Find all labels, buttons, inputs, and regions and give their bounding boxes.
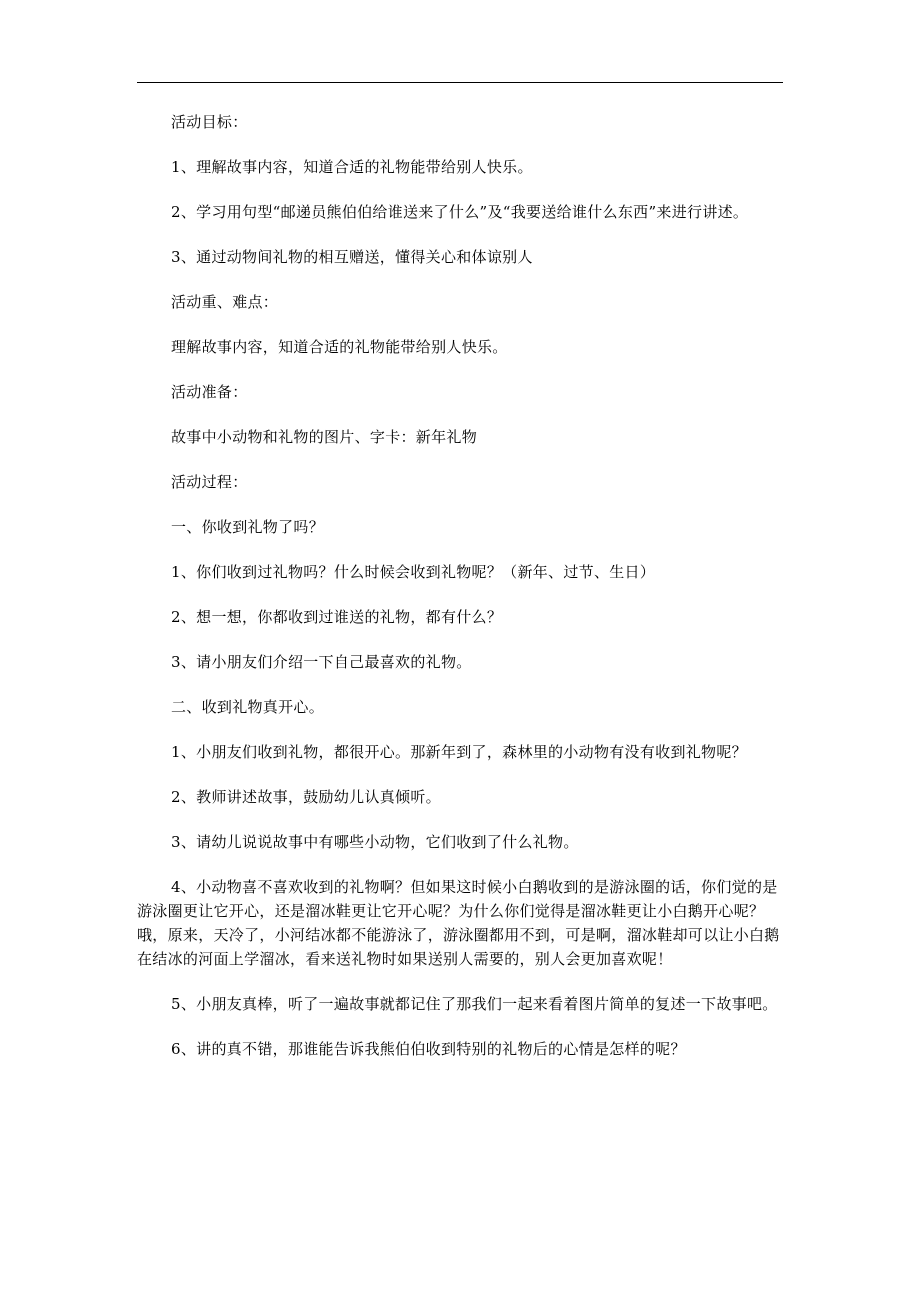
section-2-item-1: 1、小朋友们收到礼物，都很开心。那新年到了，森林里的小动物有没有收到礼物呢？ — [171, 743, 747, 761]
goal-item-3: 3、通过动物间礼物的相互赠送，懂得关心和体谅别人 — [171, 248, 533, 266]
heading-key-points: 活动重、难点： — [171, 293, 279, 311]
heading-process: 活动过程： — [171, 473, 248, 491]
key-points-text: 理解故事内容，知道合适的礼物能带给别人快乐。 — [171, 338, 508, 356]
section-2-title: 二、收到礼物真开心。 — [171, 698, 325, 716]
section-2-item-2: 2、教师讲述故事，鼓励幼儿认真倾听。 — [171, 788, 441, 806]
goal-item-1: 1、理解故事内容，知道合适的礼物能带给别人快乐。 — [171, 158, 533, 176]
section-1-title: 一、你收到礼物了吗？ — [171, 518, 325, 536]
section-2-item-4: 4、小动物喜不喜欢收到的礼物啊？但如果这时候小白鹅收到的是游泳圈的话，你们觉的是游泳圈更让它开心，还是溜冰鞋更让它开心呢？为什么你们觉得是溜冰鞋更让小白鹅开心呢？哦，原来，天冷了，小河结冰都不能游泳了，游泳圈都用不到，可是啊，溜冰鞋却可以让小白鹅在结冰的河面上学溜冰，看来送礼物时如果送别人需要的，别人会更加喜欢呢！ — [137, 878, 780, 968]
document-body — [137, 110, 783, 1082]
heading-preparation: 活动准备： — [171, 383, 248, 401]
section-2-item-5: 5、小朋友真棒，听了一遍故事就都记住了那我们一起来看着图片简单的复述一下故事吧。 — [171, 995, 778, 1013]
section-1-item-3: 3、请小朋友们介绍一下自己最喜欢的礼物。 — [171, 653, 472, 671]
heading-activity-goals: 活动目标： — [171, 113, 248, 131]
section-1-item-1: 1、你们收到过礼物吗？什么时候会收到礼物呢？（新年、过节、生日） — [171, 563, 656, 581]
section-2-item-6: 6、讲的真不错，那谁能告诉我熊伯伯收到特别的礼物后的心情是怎样的呢？ — [171, 1040, 686, 1058]
goal-item-2: 2、学习用句型“邮递员熊伯伯给谁送来了什么”及“我要送给谁什么东西”来进行讲述。 — [171, 203, 749, 221]
header-rule — [137, 82, 783, 83]
section-2-item-3: 3、请幼儿说说故事中有哪些小动物，它们收到了什么礼物。 — [171, 833, 579, 851]
preparation-text: 故事中小动物和礼物的图片、字卡：新年礼物 — [171, 428, 478, 446]
section-1-item-2: 2、想一想，你都收到过谁送的礼物，都有什么？ — [171, 608, 503, 626]
